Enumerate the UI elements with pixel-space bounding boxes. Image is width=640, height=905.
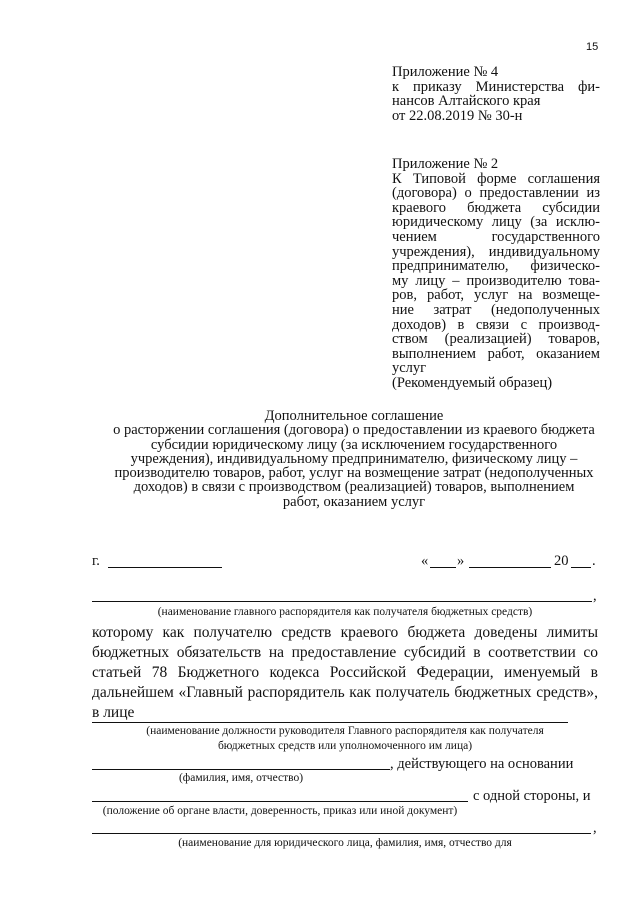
appendix-2-line: К Типовой форме соглашения [392,170,600,187]
title-line: доходов) в связи с производством (реализацией) товаров, выполнением [133,479,575,496]
appendix-2-line: доходов) в связи с производ- [392,316,600,333]
body-line: бюджетных обязательств на предоставление субсидий в соответствии со [92,644,598,661]
appendix-2-line: чением государственного [392,228,600,245]
appendix-2-line: (договора) о предоставлении из [392,185,600,202]
year-suffix: . [592,553,596,569]
basis-document-caption: (положение об органе власти, доверенность, приказ или иной документ) [102,805,458,817]
title-line: Дополнительное соглашение [264,408,444,424]
comma: , [593,820,597,836]
legal-entity-caption: (наименование для юридического лица, фамилия, имя, отчество для [178,837,512,849]
basis-document-blank[interactable] [92,801,468,802]
body-paragraph [92,623,598,723]
appendix-2-line: услуг [392,360,427,377]
administrator-name-blank[interactable] [92,601,592,602]
year-prefix: 20 [554,553,569,569]
full-name-caption: (фамилия, имя, отчество) [178,772,304,784]
title-line: субсидии юридическому лицу (за исключением государственного [150,436,558,453]
title-line: о расторжении соглашения (договора) о предоставлении из краевого бюджета [113,422,595,439]
one-side-text: с одной стороны, и [473,788,591,804]
body-line: статьей 78 Бюджетного кодекса Российской Федерации, именуемый в [92,664,598,681]
document-title [80,409,628,509]
appendix-2-line: юридическому лицу (за исклю- [392,214,600,231]
date-open-quote: « [421,553,429,569]
appendix-2-line: предпринимателю, физическо- [392,258,600,275]
appendix-2-line: ние затрат (недополученных [392,301,600,318]
appendix-2-line: Приложение № 2 [392,156,499,172]
page-number: 15 [586,41,599,53]
title-line: работ, оказанием услуг [282,493,426,510]
title-line: производителю товаров, работ, услуг на возмещение затрат (недополученных [114,465,594,482]
appendix-2-line: ров, работ, услуг на возмеще- [392,287,600,304]
acting-basis-text: , действующего на основании [390,756,574,772]
comma: , [593,588,597,604]
year-blank[interactable] [571,567,591,568]
city-blank[interactable] [108,567,222,568]
full-name-blank[interactable] [92,769,390,770]
body-line: дальнейшем «Главный распорядитель как получатель бюджетных средств», [92,684,598,701]
appendix-2-line: учреждения), индивидуальному [392,243,600,260]
appendix-4-line: от 22.08.2019 № 30-н [392,107,523,124]
appendix-2-header [392,157,600,391]
appendix-2-line: краевого бюджета субсидии [392,199,600,216]
appendix-2-line: му лицу – производителю това- [392,272,600,289]
legal-entity-blank[interactable] [92,833,591,834]
position-caption-line2: бюджетных средств или уполномоченного им лица) [217,740,473,752]
month-blank[interactable] [469,567,551,568]
body-line: которому как получателю средств краевого бюджета доведены лимиты [92,624,598,641]
city-prefix: г. [92,553,100,569]
appendix-2-line: ством (реализацией) товаров, [392,331,600,348]
body-line: в лице [92,704,135,721]
appendix-2-line: (Рекомендуемый образец) [392,374,553,391]
appendix-4-line: нансов Алтайского края [392,93,541,110]
administrator-name-caption: (наименование главного распорядителя как получателя бюджетных средств) [157,606,533,618]
position-caption-line1: (наименование должности руководителя Главного распорядителя как получателя [146,725,544,737]
appendix-4-line: Приложение № 4 [392,64,499,80]
title-line: учреждения), индивидуальному предпринимателю, физическому лицу – [130,450,578,467]
appendix-2-line: выполнением работ, оказанием [392,345,600,362]
appendix-4-line: к приказу Министерства фи- [392,78,600,95]
position-blank[interactable] [92,722,568,723]
day-blank[interactable] [430,567,456,568]
appendix-4-header [392,65,600,123]
date-close-quote: » [457,553,465,569]
